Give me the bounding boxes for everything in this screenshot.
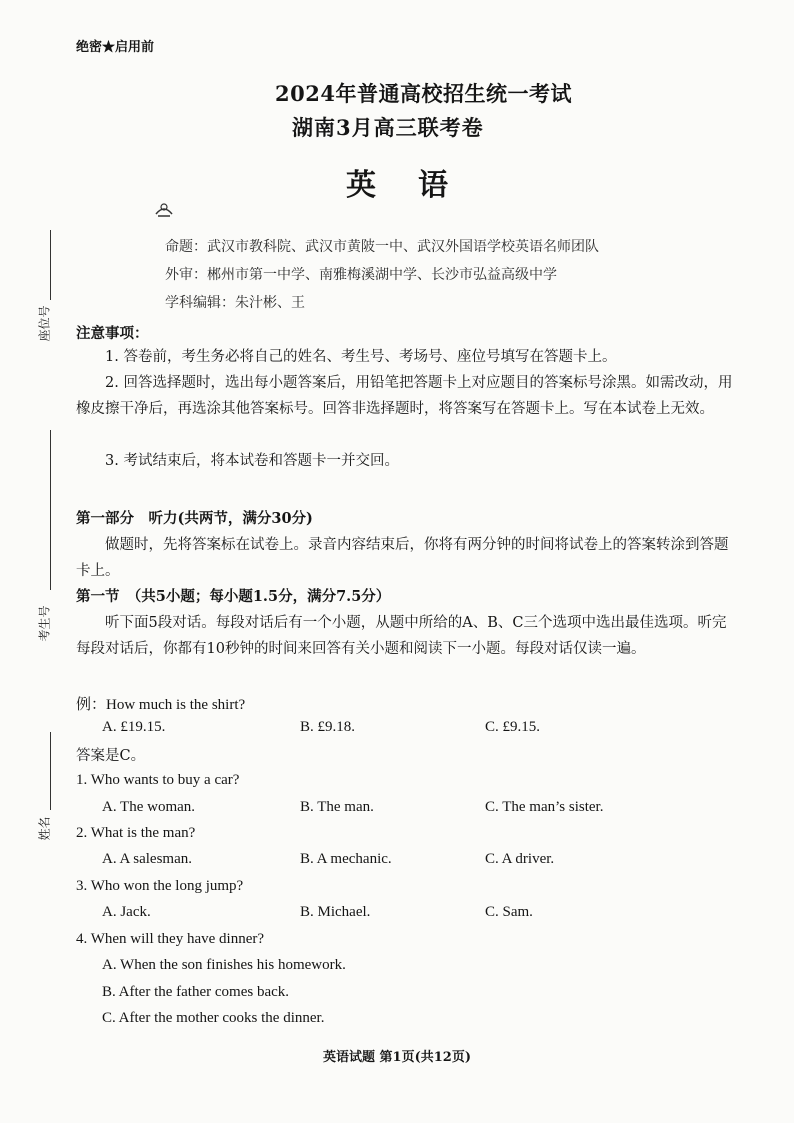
q1-option-a: A. The woman.	[102, 799, 196, 815]
subject-title: 英语	[346, 168, 490, 203]
example-question: 例：How much is the shirt?	[76, 697, 246, 713]
example-answer: 答案是C。	[76, 748, 146, 764]
name-line	[50, 732, 51, 810]
question-4: 4. When will they have dinner?	[76, 931, 264, 947]
q2-option-a: A. A salesman.	[102, 851, 192, 867]
notes-heading: 注意事项：	[76, 325, 149, 342]
q2-option-c: C. A driver.	[485, 851, 555, 867]
credit-author: 命题：武汉市教科院、武汉市黄陂一中、武汉外国语学校英语名师团队	[165, 239, 599, 255]
example-option-c: C. £9.15.	[485, 719, 541, 735]
note-item-2: 2. 回答选择题时，选出每小题答案后，用铅笔把答题卡上对应题目的答案标号涂黑。如需改动，用橡皮擦干净后，再选涂其他答案标号。回答非选择题时，将答案写在答题卡上。写在本试卷上无效。	[76, 375, 733, 417]
section1-intro: 听下面5段对话。每段对话后有一个小题，从题中所给的A、B、C三个选项中选出最佳选项。听完每段对话后，你都有10秒钟的时间来回答有关小题和阅读下一小题。每段对话仅读一遍。	[76, 615, 727, 657]
example-option-a: A. £19.15.	[102, 719, 166, 735]
example-option-b: B. £9.18.	[300, 719, 356, 735]
q1-option-b: B. The man.	[300, 799, 374, 815]
part1-heading: 第一部分 听力(共两节，满分30分)	[76, 510, 313, 527]
q3-option-c: C. Sam.	[485, 904, 533, 920]
confidential-label: 绝密★启用前	[76, 40, 155, 55]
stamp-icon	[153, 200, 175, 218]
q2-option-b: B. A mechanic.	[300, 851, 392, 867]
q4-option-a: A. When the son finishes his homework.	[102, 957, 346, 973]
note-item-3: 3. 考试结束后，将本试卷和答题卡一并交回。	[105, 453, 399, 469]
q4-option-b: B. After the father comes back.	[102, 984, 290, 1000]
q1-option-c: C. The man’s sister.	[485, 799, 604, 815]
section1-heading: 第一节 （共5小题；每小题1.5分，满分7.5分）	[76, 588, 391, 605]
q3-option-a: A. Jack.	[102, 904, 151, 920]
page-footer: 英语试题 第1页(共12页)	[323, 1050, 471, 1065]
exam-number-label: 考生号	[37, 605, 52, 642]
exam-subtitle: 湖南3月高三联考卷	[292, 115, 484, 140]
q3-option-b: B. Michael.	[300, 904, 371, 920]
name-label: 姓名	[37, 816, 52, 841]
question-3: 3. Who won the long jump?	[76, 878, 244, 894]
q4-option-c: C. After the mother cooks the dinner.	[102, 1010, 325, 1026]
exam-number-line	[50, 430, 51, 590]
seat-number-label: 座位号	[37, 305, 52, 342]
note-item-1: 1. 答卷前，考生务必将自己的姓名、考生号、考场号、座位号填写在答题卡上。	[105, 349, 617, 365]
credit-reviewer: 外审：郴州市第一中学、南雅梅溪湖中学、长沙市弘益高级中学	[165, 267, 557, 283]
question-2: 2. What is the man?	[76, 825, 196, 841]
credit-editor: 学科编辑：朱汁彬、王	[165, 295, 305, 311]
question-1: 1. Who wants to buy a car?	[76, 772, 240, 788]
part1-intro: 做题时，先将答案标在试卷上。录音内容结束后，你将有两分钟的时间将试卷上的答案转涂到答题卡上。	[76, 537, 729, 579]
exam-title: 2024年普通高校招生统一考试	[275, 81, 572, 106]
seat-line	[50, 230, 51, 300]
